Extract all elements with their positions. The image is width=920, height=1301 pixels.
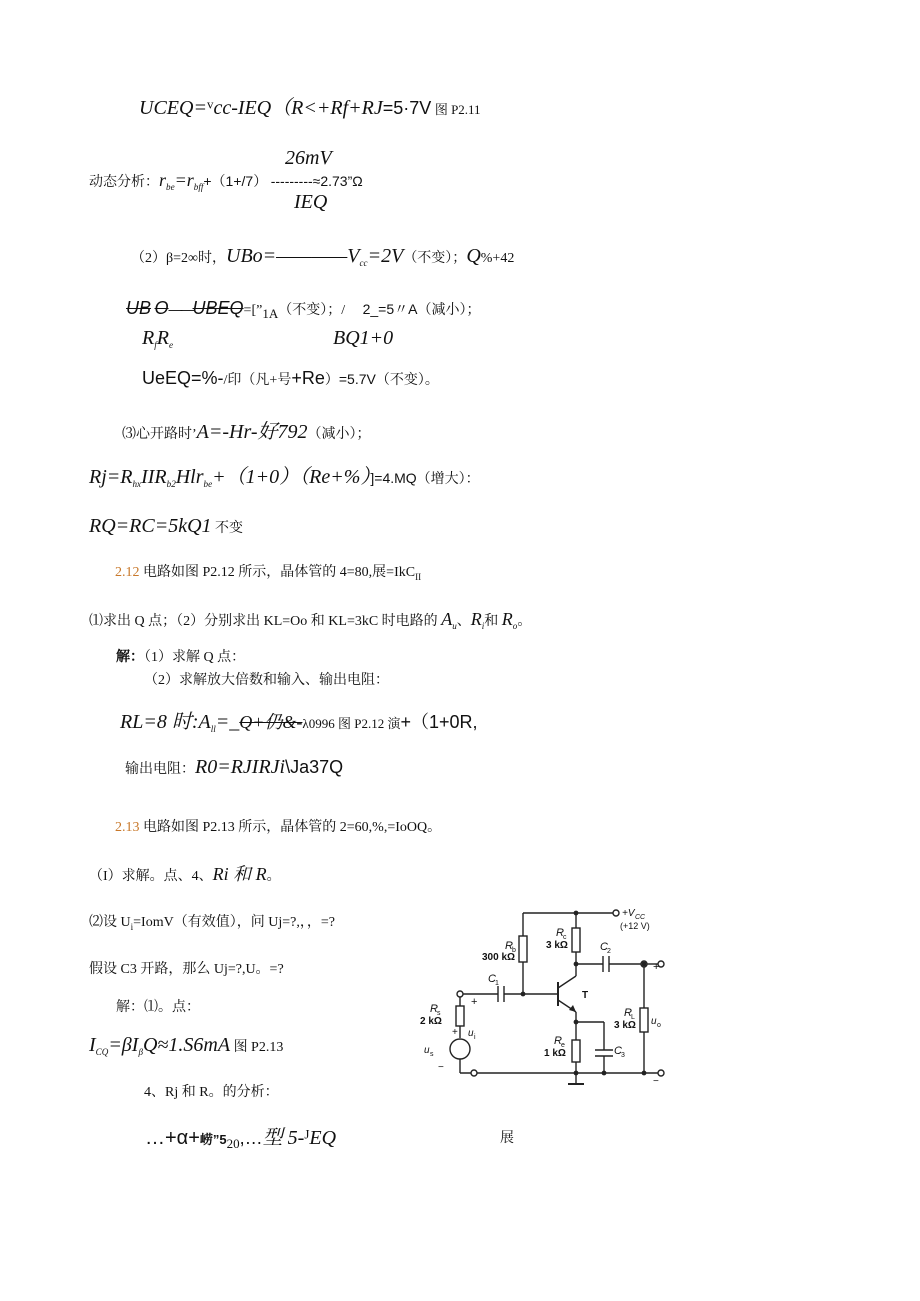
label-rc-value: 3 kΩ: [546, 940, 568, 951]
label-plus-input: +: [471, 996, 478, 1008]
label-uo: u: [651, 1016, 657, 1027]
eq-rbe: 动态分析：$r_{be}=r_{bff}+(1+/7)$ ---------≈2.73”Ω: [89, 170, 363, 192]
solution-2-12-step2: （2）求解放大倍数和输入、输出电阻：: [144, 673, 389, 688]
eq-gain-rl-inf: RL=8 时$:A_{ll}=\_Q+$仍&-λ0996 图 P2.12 演+（1+0R,: [120, 711, 478, 734]
eq-rbe-numerator: 26mV: [285, 147, 332, 169]
eq-denominators: $R_fR_e$: [142, 327, 174, 350]
label-transistor: T: [582, 990, 589, 1001]
problem-2-13-title: 2.13 电路如图 P2.13 所示，晶体管的 2=60,%,=IoOQ。: [115, 820, 442, 835]
label-vcc-value: (+12 V): [620, 921, 650, 931]
eq-icq: $I_{CQ}=\beta I_\beta Q\approx 1.S6mA$ 图 P2.13: [89, 1034, 284, 1057]
problem-2-13-q3: 假设 C3 开路，那么 Uj=?,U。=?: [89, 962, 284, 977]
label-rs-value: 2 kΩ: [420, 1016, 442, 1027]
label-ui: u: [468, 1028, 474, 1039]
solution-2-13-q-point: 解：⑴。点：: [116, 1000, 200, 1015]
solution-2-12-step1: 解：（1）求解 Q 点：: [116, 650, 246, 665]
label-us-sub: s: [430, 1051, 434, 1058]
label-uo-sub: o: [657, 1022, 661, 1029]
trailing-char: 展: [500, 1131, 514, 1146]
eq-ro: RQ=RC=5kQ1 不变: [89, 515, 244, 537]
label-ui-sub: i: [474, 1034, 476, 1041]
label-c2-sub: 2: [607, 948, 611, 955]
label-minus-source: −: [438, 1062, 444, 1073]
label-re: R: [554, 1035, 562, 1047]
label-vcc-sub: CC: [635, 914, 646, 921]
eq-bq-denominator: BQ1+0: [333, 327, 394, 349]
eq-ubq: （2）β=2∞时，$UBo=————V_{cc}=2V$（不变）；Q%+42: [131, 245, 515, 268]
label-rb-value: 300 kΩ: [482, 952, 516, 963]
label-rc: R: [556, 927, 564, 939]
label-c1: C: [488, 973, 496, 985]
label-rs: R: [430, 1003, 438, 1015]
label-re-value: 1 kΩ: [544, 1048, 566, 1059]
eq-ri: $Rj=R_{hx}IIR_{b2}Hlr_{be}+(1+0)(Re+\%)]=4.MQ$（增大）：: [89, 466, 480, 489]
label-vcc: +V: [622, 908, 635, 919]
label-us: u: [424, 1045, 430, 1056]
label-plus-output: +: [653, 961, 660, 973]
label-c3: C: [614, 1045, 622, 1057]
label-c3-sub: 3: [621, 1052, 625, 1059]
label-rl-value: 3 kΩ: [614, 1020, 636, 1031]
eq-rbe-2-13: …+α+崂$”5_{20},\dots$型 5-$^J$EQ: [145, 1126, 337, 1151]
problem-2-13-q2: ⑵设 $U_i=IomV$（有效值），问 Uj=?,，，=?: [89, 915, 335, 932]
label-rc-sub: c: [563, 934, 567, 941]
eq-output-resistance: 输出电阻：R0=RJIRJi\Ja37Q: [125, 756, 344, 778]
label-rb: R: [505, 940, 513, 952]
eq-ce-open: ⑶心开路时’A=-Hr-好792（减小）；: [122, 421, 371, 443]
label-c1-sub: 1: [495, 980, 499, 987]
label-rl-sub: L: [631, 1014, 635, 1021]
label-c2: C: [600, 941, 608, 953]
circuit-diagram-p2-13: [408, 898, 670, 1088]
label-rb-sub: b: [512, 947, 516, 954]
eq-ueeq: UeEQ=%-/印（凡+号+Re）=5.7V（不变）。: [142, 368, 439, 388]
eq-rbe-denominator: IEQ: [294, 191, 328, 213]
problem-2-13-q1: （I）求解。点、4、Ri 和 R。: [89, 864, 281, 884]
label-rs-sub: s: [437, 1010, 441, 1017]
label-re-sub: e: [561, 1042, 565, 1049]
eq-ibq: UB $O——UBEQ=[”_{1A}$（不变）；/ 2_=5〃A（减小）；: [126, 298, 481, 321]
label-plus-source: +: [452, 1027, 458, 1038]
eq-uceq: UCEQ=$^v$cc-IEQ（R<+Rf+RJ=5·7V 图 P2.11: [139, 96, 481, 119]
problem-2-12-question: ⑴求出 Q 点；（2）分别求出 KL=Oo 和 KL=3kC 时电路的 $A_u$、$R_i$和 $R_o$。: [89, 609, 532, 631]
solution-2-13-ri-ro: 4、Rj 和 R。的分析：: [144, 1085, 279, 1100]
label-rl: R: [624, 1007, 632, 1019]
label-minus-output: −: [653, 1076, 659, 1087]
problem-2-12-title: 2.12 电路如图 P2.12 所示，晶体管的 4=80,展=IkC$_{II}$: [115, 565, 422, 582]
